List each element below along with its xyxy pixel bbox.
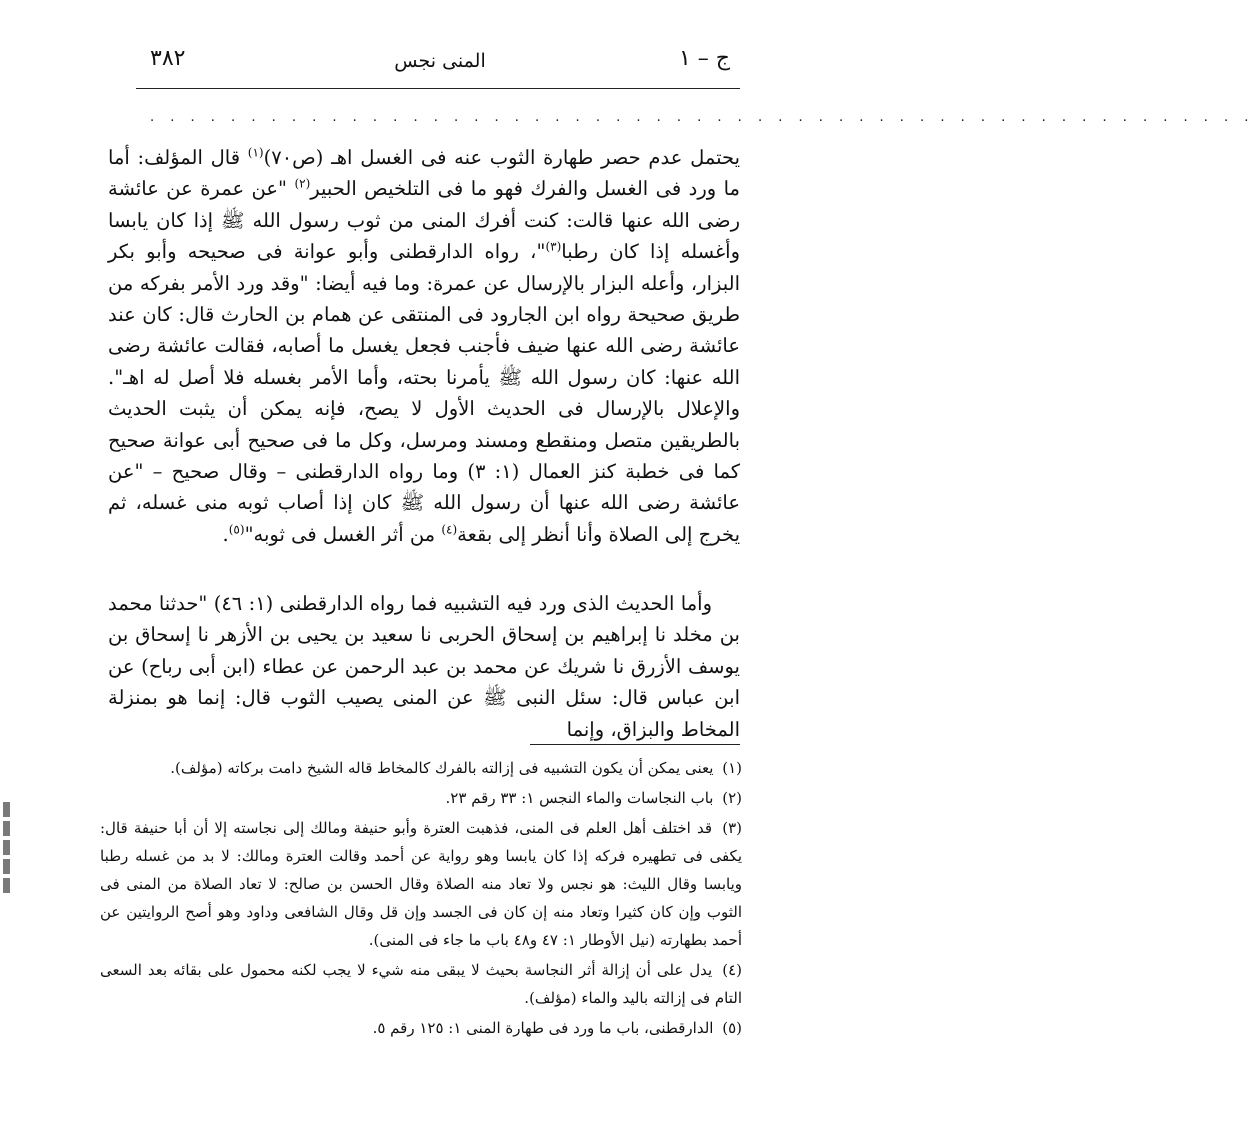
footnote-number: (٥) [722, 1019, 742, 1037]
footnote-rule [530, 744, 740, 745]
margin-fragment [3, 840, 10, 855]
footnote-marker: (٤) [441, 522, 458, 537]
body-paragraph-1 [108, 142, 740, 550]
margin-fragment [3, 802, 10, 817]
page-number: ٣٨٢ [150, 46, 186, 71]
footnote-text: باب النجاسات والماء النجس ١: ٣٣ رقم ٢٣. [445, 789, 714, 807]
footnote-3 [100, 814, 742, 954]
footnote-text: يعنى يمكن أن يكون التشبيه فى إزالته بالفرك كالمخاط قاله الشيخ دامت بركاته (مؤلف). [170, 759, 714, 777]
body-text: قال المؤلف: أما ما ورد فى الغسل والفرك فهو ما فى التلخيص الحبير [108, 146, 740, 201]
footnote-marker: (٥) [228, 522, 245, 537]
footnote-number: (١) [722, 759, 742, 777]
body-text: . [222, 522, 229, 546]
footnote-marker: (٢) [294, 176, 311, 191]
footnote-marker: (١) [247, 145, 264, 160]
body-paragraph-2: وأما الحديث الذى ورد فيه التشبيه فما رواه الدارقطنى (١: ٤٦) "حدثنا محمد بن مخلد نا إبراهيم بن إسحاق الحربى نا سعيد بن يحيى بن الأزهر نا إسحاق بن يوسف الأزرق نا شريك عن محمد بن عبد الرحمن عن عطاء (ابن أبى رباح) عن ابن عباس قال: سئل النبى ﷺ عن المنى يصيب الثوب قال: إنما هو بمنزلة المخاط والبزاق، وإنما [108, 592, 740, 741]
body-text: "، رواه الدارقطنى وأبو عوانة فى صحيحه وأبو بكر البزار، وأعله البزار بالإرسال عن عمرة: وما فيه أيضا: "وقد ورد الأمر بفركه من طريق صحيحة رواه ابن الجارود فى المنتقى عن همام بن الحارث قال: كان عند عائشة رضى الله عنها ضيف فأجنب فجعل يغسل ما أصابه، فقالت عائشة رضى الله عنها: كان رسول الله ﷺ يأمرنا بحته، وأما الأمر بغسله فلا أصل له اهـ". والإعلال بالإرسال فى الحديث الأول لا يصح، فإنه يمكن أن يثبت الحديث بالطريقين متصل ومنقطع ومسند ومرسل، وكل ما فى صحيح أبى عوانة صحيح كما فى خطبة كنز العمال (١: ٣) وما رواه الدارقطنى – وقال صحيح – "عن عائشة رضى الله عنها أن رسول الله ﷺ كان إذا أصاب ثوبه منى غسله، ثم يخرج إلى الصلاة وأنا أنظر إلى بقعة [108, 240, 740, 546]
margin-fragment [3, 859, 10, 874]
footnote-text: قد اختلف أهل العلم فى المنى، فذهبت العترة وأبو حنيفة ومالك إلى نجاسته إلا أن أبا حنيفة قال: يكفى فى تطهيره فركه إذا كان يابسا وهو رواية عن أحمد وقالت العترة ومالك: لا بد من غسله رطبا ويابسا وقال الليث: هو نجس ولا تعاد منه الصلاة وقال الحسن بن صالح: لا تعاد الصلاة من المنى فى الثوب وإن كان كثيرا وتعاد منه إن كان فى الجسد وإن قل وقال الشافعى وداود وهو أصح الروايتين عن أحمد بطهارته (نيل الأوطار ١: ٤٧ و٤٨ باب ما جاء فى المنى). [100, 819, 742, 949]
footnote-marker: (٣) [545, 239, 562, 254]
footnote-number: (٣) [722, 819, 742, 837]
header-rule [136, 88, 740, 89]
footnote-4 [100, 956, 742, 1012]
footnote-2 [100, 784, 742, 812]
footnote-number: (٤) [722, 961, 742, 979]
volume-label: ج – ١ [678, 46, 730, 71]
running-header [150, 46, 730, 82]
body-text: "عن عمرة عن عائشة رضى الله عنها قالت: كنت أفرك المنى من ثوب رسول الله ﷺ إذا كان يابسا وأغسله إذا كان رطبا [108, 177, 741, 264]
body-text: من أثر الغسل فى ثوبه" [244, 522, 442, 546]
footnote-5 [100, 1014, 742, 1042]
dotted-separator: . . . . . . . . . . . . . . . . . . . . . . . . . . . . . . . . . . . . . . . . . . . . . . . . . . . . . . . [150, 110, 1254, 125]
footnote-text: يدل على أن إزالة أثر النجاسة بحيث لا يبقى منه شيء لا يجب لكنه محمول على بقائه بعد السعى التام فى إزالته باليد والماء (مؤلف). [100, 961, 742, 1007]
footnote-number: (٢) [722, 789, 742, 807]
margin-fragment [3, 878, 10, 893]
running-title: المنى نجس [394, 50, 486, 72]
bleed-through-fragments [0, 800, 10, 930]
margin-fragment [3, 821, 10, 836]
footnotes-list [100, 754, 742, 1044]
footnote-1 [100, 754, 742, 782]
footnote-text: الدارقطنى، باب ما ورد فى طهارة المنى ١: ١٢٥ رقم ٥. [372, 1019, 714, 1037]
body-text: يحتمل عدم حصر طهارة الثوب عنه فى الغسل اهـ (ص٧٠) [263, 146, 741, 169]
